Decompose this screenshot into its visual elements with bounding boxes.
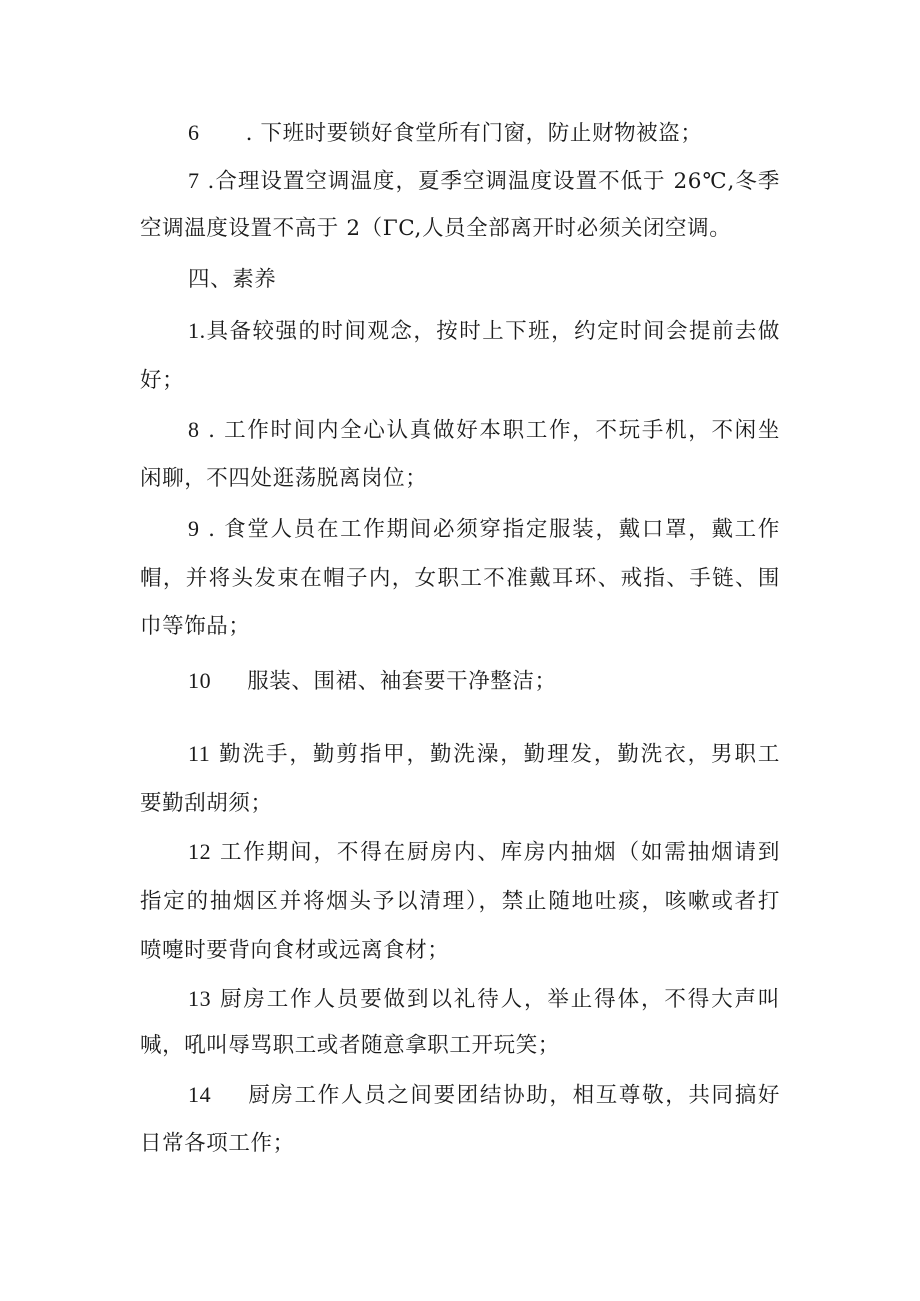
item-text: 日常各项工作； (140, 1131, 295, 1156)
item-text: 要勤刮胡须； (140, 791, 273, 816)
item-8-line-1 (188, 415, 780, 446)
item-number: 14 (188, 1082, 212, 1107)
item-text: 厨房工作人员要做到以礼待人，举止得体，不得大声叫 (219, 987, 781, 1012)
item-9-line-1 (188, 514, 780, 545)
item-number: 1. (188, 318, 206, 343)
item-6-line-1 (188, 118, 780, 149)
item-text: 喷嚏时要背向食材或远离食材； (140, 938, 450, 963)
item-text: . 食堂人员在工作期间必须穿指定服装，戴口罩，戴工作 (208, 517, 780, 542)
item-text: 闲聊，不四处逛荡脱离岗位； (140, 466, 428, 491)
item-text: 厨房工作人员之间要团结协助，相互尊敬，共同搞好 (247, 1083, 780, 1108)
item-9-line-3 (140, 612, 780, 642)
item-text: 喊，吼叫辱骂职工或者随意拿职工开玩笑； (140, 1033, 560, 1058)
item-number: 13 (188, 986, 212, 1011)
item-text: 工作期间，不得在厨房内、库房内抽烟（如需抽烟请到 (219, 840, 781, 865)
item-number: 12 (188, 839, 212, 864)
item-number: 10 (188, 668, 212, 693)
item-10-line-1 (188, 666, 780, 697)
item-11-line-1 (188, 739, 780, 770)
item-1-line-2 (140, 366, 780, 396)
item-number: 6 (188, 120, 200, 145)
item-text: 具备较强的时间观念，按时上下班，约定时间会提前去做 (205, 319, 780, 344)
item-text: 帽，并将头发束在帽子内，女职工不准戴耳环、戒指、手链、围 (140, 566, 780, 591)
item-12-line-2 (140, 887, 780, 917)
item-text: . 下班时要锁好食堂所有门窗，防止财物被盗； (245, 121, 703, 146)
section-heading-text: 四、素养 (188, 267, 277, 292)
item-text: .合理设置空调温度，夏季空调温度设置不低于 26℃,冬季 (207, 169, 781, 194)
item-7-line-2 (140, 214, 780, 244)
item-13-line-2 (140, 1031, 780, 1061)
item-11-line-2 (140, 789, 780, 819)
item-14-line-1 (188, 1080, 780, 1111)
item-number: 7 (188, 168, 200, 193)
item-9-line-2 (140, 564, 780, 594)
item-text: 服装、围裙、袖套要干净整洁； (247, 669, 557, 694)
item-number: 11 (188, 741, 211, 766)
item-text: 巾等饰品； (140, 614, 251, 639)
item-13-line-1 (188, 984, 780, 1015)
item-7-line-1 (188, 166, 780, 197)
item-text: 指定的抽烟区并将烟头予以清理），禁止随地吐痰，咳嗽或者打 (140, 889, 780, 914)
item-text: 勤洗手，勤剪指甲，勤洗澡，勤理发，勤洗衣，男职工 (219, 742, 781, 767)
item-8-line-2 (140, 464, 780, 494)
item-1-line-1 (188, 316, 780, 347)
item-14-line-2 (140, 1129, 780, 1159)
section-heading (188, 265, 780, 295)
item-text: 空调温度设置不高于 2（ΓC,人员全部离开时必须关闭空调。 (140, 216, 732, 241)
item-number: 8 (188, 417, 200, 442)
item-12-line-1 (188, 837, 780, 868)
item-number: 9 (188, 516, 200, 541)
item-text: 好； (140, 368, 185, 393)
item-text: . 工作时间内全心认真做好本职工作，不玩手机，不闲坐 (208, 418, 780, 443)
item-12-line-3 (140, 936, 780, 966)
